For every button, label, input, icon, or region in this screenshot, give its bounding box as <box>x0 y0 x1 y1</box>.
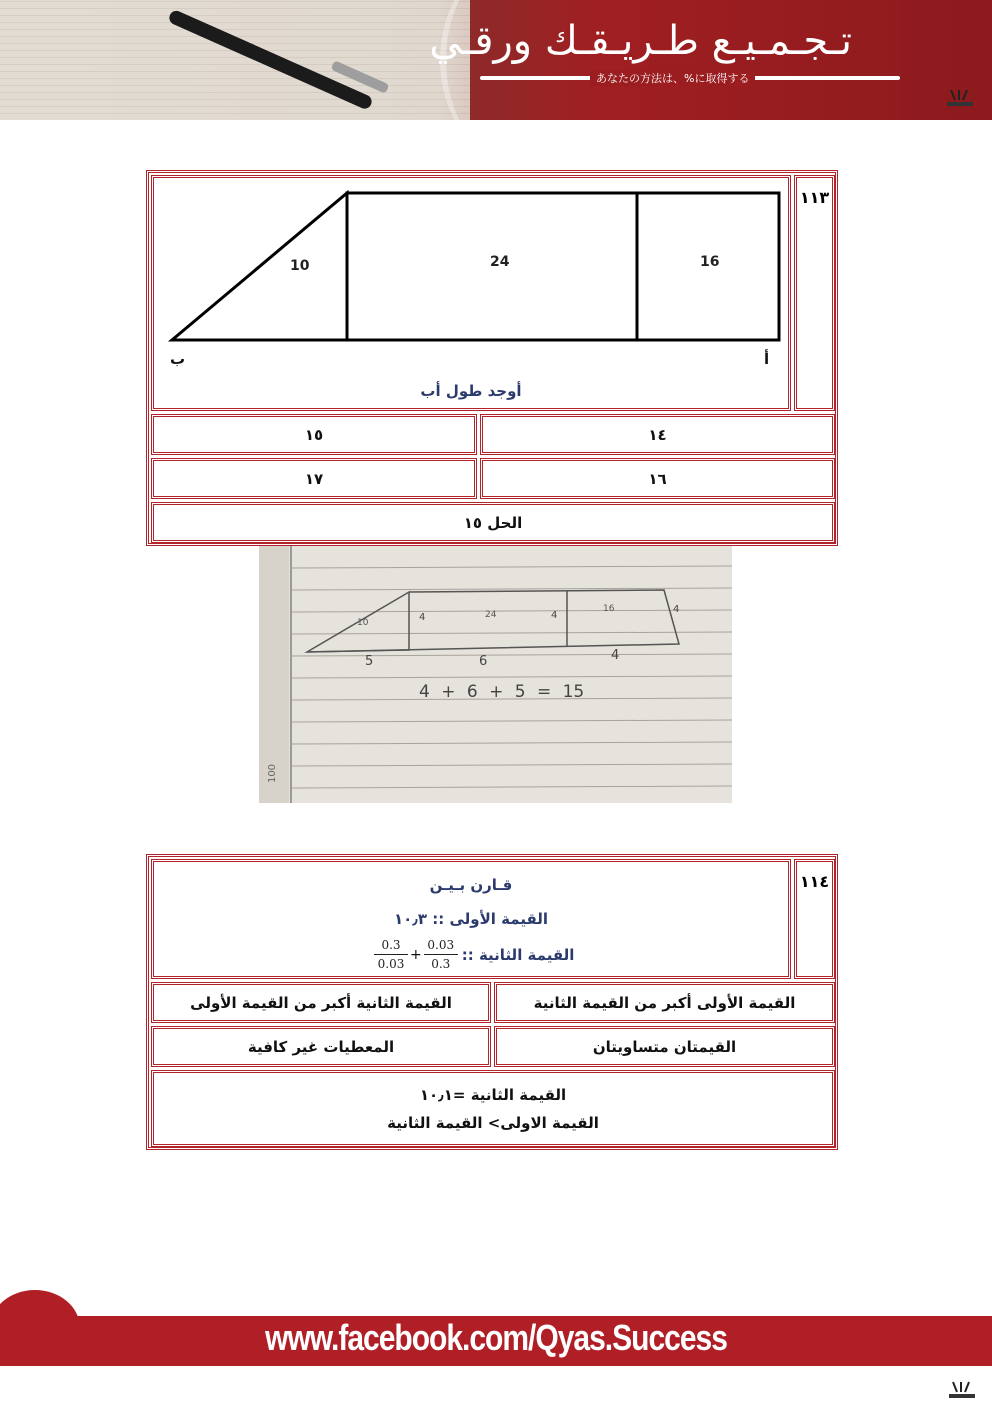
fraction-1-numerator: 0.3 <box>381 938 401 952</box>
label-10: 10 <box>290 258 310 274</box>
q113-problem-cell <box>151 175 791 411</box>
hw-label-10: 10 <box>357 618 369 628</box>
q113-frame <box>146 170 838 546</box>
q114-number: ١١٤ <box>794 859 835 979</box>
q114-option-3[interactable]: القيمتان متساويتان <box>494 1026 835 1067</box>
point-b: ب <box>170 350 186 368</box>
plus-sign: + <box>410 946 422 963</box>
fraction-2-numerator: 0.03 <box>427 938 455 952</box>
label-16: 16 <box>700 254 720 270</box>
q113-option-3[interactable]: ١٦ <box>480 458 835 499</box>
hw-height-1: 4 <box>419 612 426 623</box>
hw-base-2: 6 <box>479 654 488 669</box>
footer-logo-icon <box>944 1380 980 1402</box>
hw-height-2: 4 <box>551 610 558 621</box>
header-banner <box>0 0 992 120</box>
header-title: تـجـمـيـع طـريـقـك ورقـي <box>429 18 852 64</box>
q114-first-value: القيمة الأولى :: ١٠٫٣ <box>393 910 549 928</box>
q114-solution-line-2: القيمة الاولى> القيمة الثانية <box>387 1113 599 1132</box>
point-a: أ <box>764 350 770 368</box>
q114-title: قـارن بـيـن <box>429 876 513 894</box>
fraction-2-denominator: 0.3 <box>431 957 451 971</box>
q114-option-2[interactable]: القيمة الثانية أكبر من القيمة الأولى <box>151 982 491 1023</box>
header-subtitle: あなたの方法は、%に取得する <box>590 70 755 86</box>
fraction-1-denominator: 0.03 <box>377 957 405 971</box>
footer-url[interactable]: www.facebook.com/Qyas.Success <box>265 1318 727 1359</box>
q113-solution: الحل ١٥ <box>151 502 835 543</box>
q114-option-1[interactable]: القيمة الأولى أكبر من القيمة الثانية <box>494 982 835 1023</box>
fraction-2 <box>424 938 458 971</box>
q113-question: أوجد طول أب <box>420 382 522 400</box>
second-value-label: القيمة الثانية :: <box>461 945 575 964</box>
triangle-shape <box>172 193 347 340</box>
hw-height-3: 4 <box>673 604 680 615</box>
hw-label-16: 16 <box>603 604 615 614</box>
label-24: 24 <box>490 254 510 270</box>
logo-icon <box>942 88 978 110</box>
handwritten-solution-photo <box>259 546 732 803</box>
q113-option-1[interactable]: ١٤ <box>480 414 835 455</box>
hw-equation: 4 + 6 + 5 = 15 <box>419 682 585 702</box>
paper-background <box>0 0 470 120</box>
hw-base-1: 5 <box>365 654 374 669</box>
hw-margin-number: 100 <box>267 763 279 784</box>
q114-problem-cell <box>151 859 791 979</box>
notebook-page <box>259 546 732 803</box>
q114-solution-line-1: القيمة الثانية =١٠٫١ <box>419 1085 567 1104</box>
q114-option-4[interactable]: المعطيات غير كافية <box>151 1026 491 1067</box>
q113-option-2[interactable]: ١٥ <box>151 414 477 455</box>
q113-number: ١١٣ <box>794 175 835 411</box>
fraction-1 <box>374 938 408 971</box>
hw-label-24: 24 <box>485 610 497 620</box>
q113-diagram <box>154 178 788 408</box>
hw-base-3: 4 <box>611 648 620 663</box>
q114-solution <box>151 1070 835 1147</box>
q114-frame <box>146 854 838 1150</box>
q113-option-4[interactable]: ١٧ <box>151 458 477 499</box>
q114-second-value <box>374 938 574 971</box>
